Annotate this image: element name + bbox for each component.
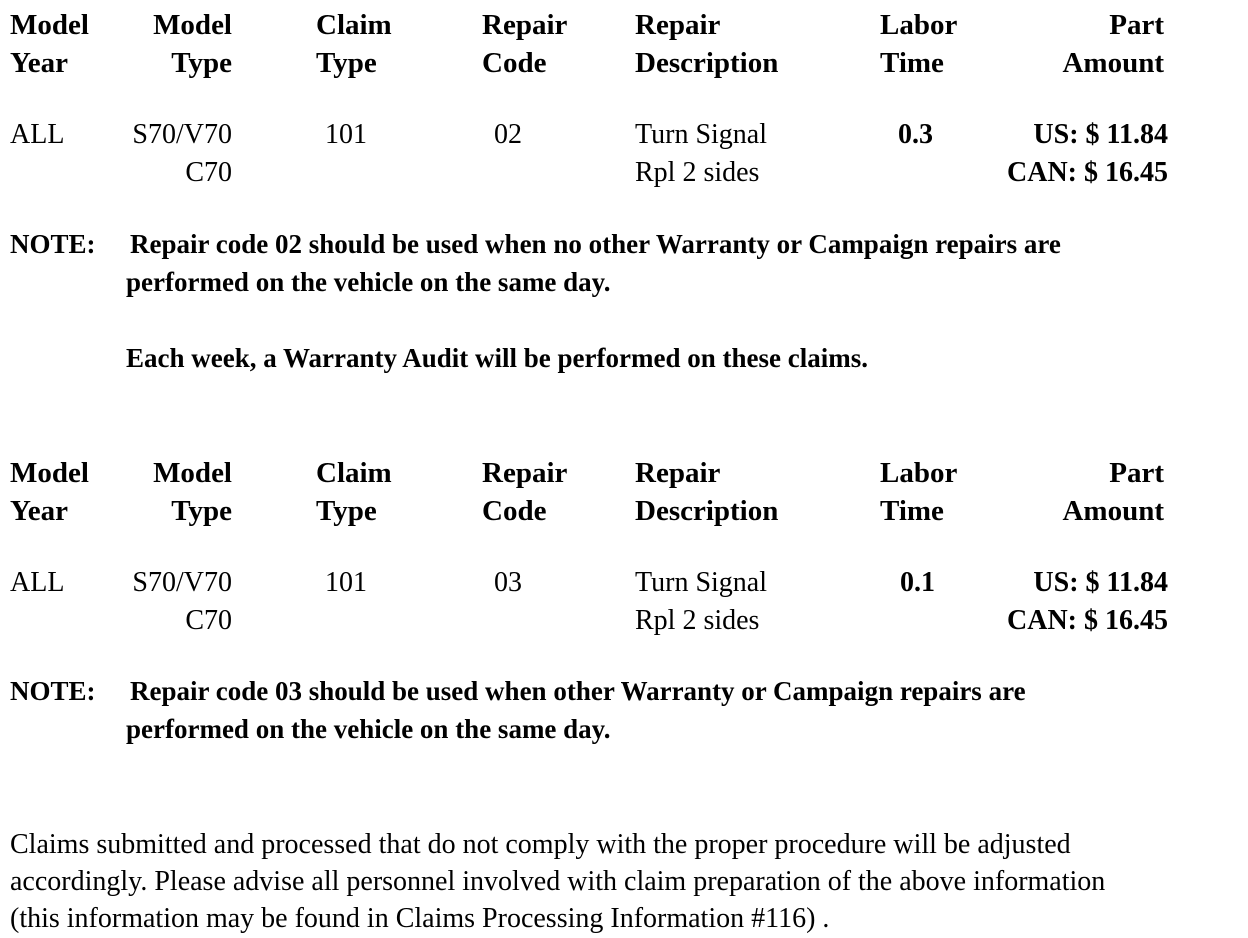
header-repair-code: Repair Code xyxy=(482,9,568,79)
header-repair-description: Repair Description xyxy=(635,457,779,527)
cell-model-type: S70/V70 C70 xyxy=(132,119,232,188)
cell-claim-type: 101 xyxy=(325,119,367,150)
cell-repair-code: 02 xyxy=(494,119,522,150)
header-repair-description: Repair Description xyxy=(635,9,779,79)
note-label: NOTE: xyxy=(10,676,96,706)
header-model-year: Model Year xyxy=(10,457,89,527)
footer-paragraph: Claims submitted and processed that do not comply with the proper procedure will be adjusted accordingly. Please advise all personnel involved with claim preparation of the above information (this information may be found in Claims Processing Information #116) . xyxy=(10,829,1106,934)
note-text-line: Repair code 02 should be used when no other Warranty or Campaign repairs are xyxy=(130,229,1061,259)
cell-model-type: S70/V70 C70 xyxy=(132,567,232,636)
audit-notice: Each week, a Warranty Audit will be performed on these claims. xyxy=(126,343,868,373)
header-labor-time: Labor Time xyxy=(880,9,958,79)
header-claim-type: Claim Type xyxy=(316,9,392,79)
header-labor-time: Labor Time xyxy=(880,457,958,527)
cell-labor-time: 0.3 xyxy=(898,119,933,150)
header-model-year: Model Year xyxy=(10,9,89,79)
header-repair-code: Repair Code xyxy=(482,457,568,527)
header-claim-type: Claim Type xyxy=(316,457,392,527)
note-label: NOTE: xyxy=(10,229,96,259)
header-model-type: Model Type xyxy=(153,457,232,527)
cell-claim-type: 101 xyxy=(325,567,367,598)
cell-repair-description: Turn Signal Rpl 2 sides xyxy=(635,567,768,636)
cell-repair-code: 03 xyxy=(494,567,522,598)
cell-model-year: ALL xyxy=(10,567,65,598)
header-model-type: Model Type xyxy=(153,9,232,79)
note-text-line: performed on the vehicle on the same day. xyxy=(126,714,611,744)
cell-model-year: ALL xyxy=(10,119,65,150)
note-text-line: performed on the vehicle on the same day. xyxy=(126,267,611,297)
cell-part-amount: US: $ 11.84 CAN: $ 16.45 xyxy=(1007,567,1168,636)
note-text-line: Repair code 03 should be used when other Warranty or Campaign repairs are xyxy=(130,676,1026,706)
cell-part-amount: US: $ 11.84 CAN: $ 16.45 xyxy=(1007,119,1168,188)
cell-labor-time: 0.1 xyxy=(900,567,935,598)
header-part-amount: Part Amount xyxy=(1062,9,1164,79)
header-part-amount: Part Amount xyxy=(1062,457,1164,527)
cell-repair-description: Turn Signal Rpl 2 sides xyxy=(635,119,768,188)
